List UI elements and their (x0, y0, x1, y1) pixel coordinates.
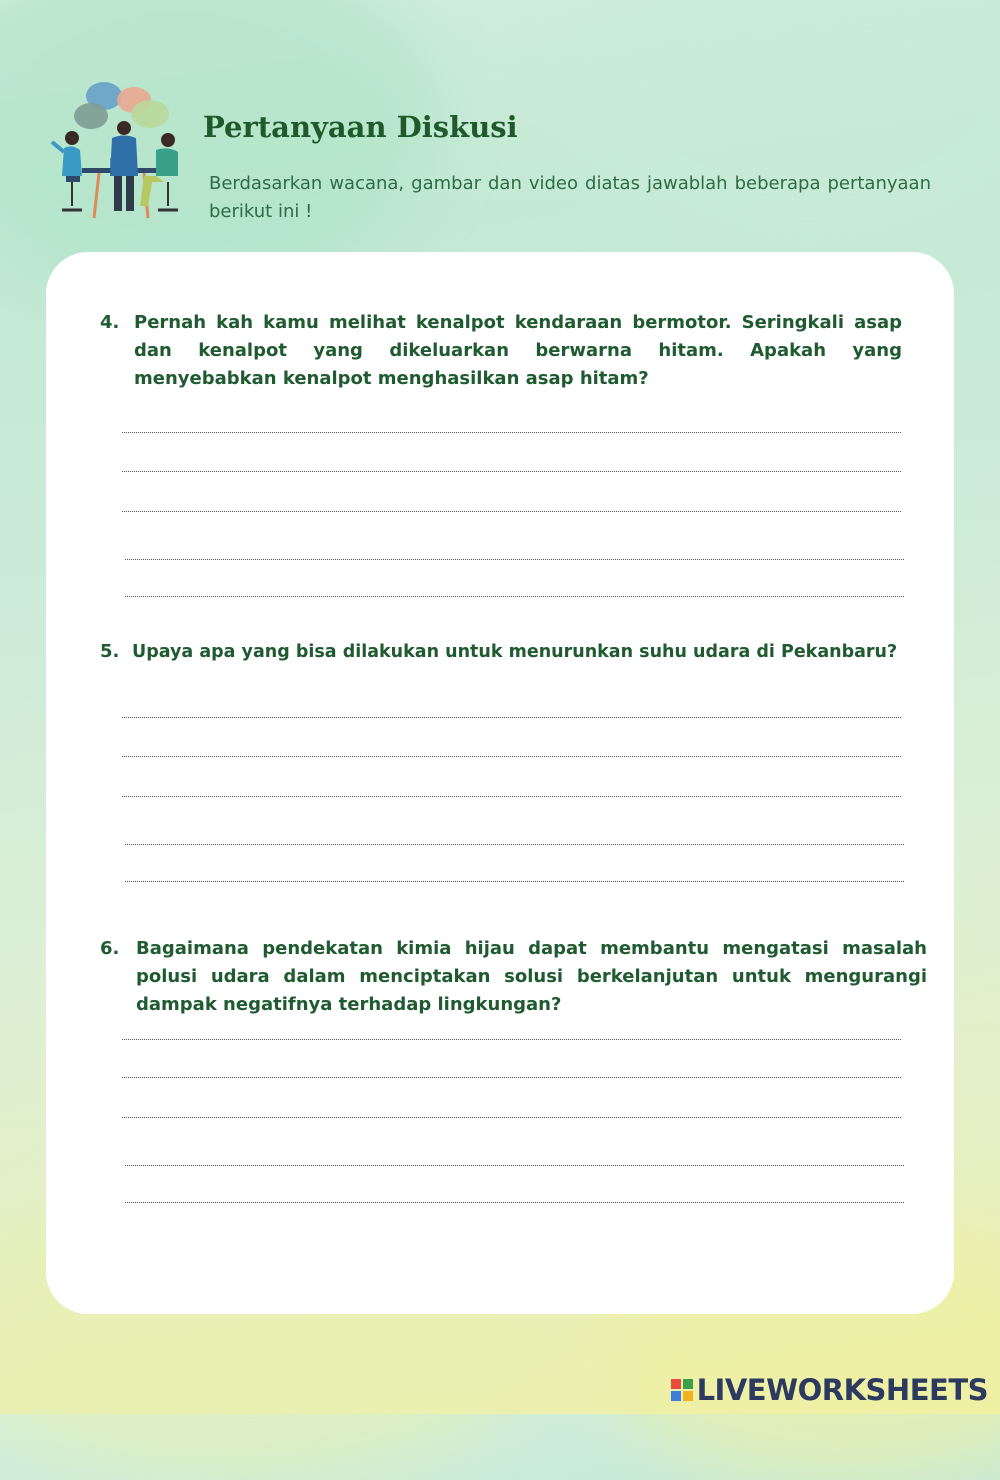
answer-line[interactable] (122, 756, 901, 757)
liveworksheets-watermark (671, 1372, 988, 1408)
answer-line[interactable] (125, 881, 904, 882)
page-instructions: Berdasarkan wacana, gambar dan video diatas jawablah beberapa pertanyaan berikut ini ! (209, 173, 931, 222)
answer-line[interactable] (122, 1117, 901, 1118)
answer-line[interactable] (125, 596, 904, 597)
liveworksheets-logo-icon (671, 1379, 693, 1401)
question-4 (100, 309, 902, 393)
answer-line[interactable] (125, 844, 904, 845)
answer-line[interactable] (125, 1165, 904, 1166)
answer-line[interactable] (122, 471, 901, 472)
answer-line[interactable] (122, 1039, 901, 1040)
page-title: Pertanyaan Diskusi (203, 110, 518, 144)
answer-line[interactable] (122, 796, 901, 797)
answer-line[interactable] (125, 1202, 904, 1203)
watermark-text: LIVEWORKSHEETS (696, 1373, 988, 1407)
questions-card (46, 252, 954, 1314)
page-header (0, 0, 1000, 250)
answer-line[interactable] (122, 432, 901, 433)
answer-line[interactable] (122, 1077, 901, 1078)
question-text: Pernah kah kamu melihat kenalpot kendaraan bermotor. Seringkali asap dan kenalpot yang dikeluarkan berwarna hitam. Apakah yang menyebabkan kenalpot menghasilkan asap hitam? (134, 312, 902, 389)
question-number: 5. (100, 641, 120, 662)
answer-line[interactable] (122, 717, 901, 718)
answer-line[interactable] (125, 559, 904, 560)
question-text: Bagaimana pendekatan kimia hijau dapat membantu mengatasi masalah polusi udara dalam menciptakan solusi berkelanjutan untuk mengurangi dampak negatifnya terhadap lingkungan? (136, 938, 927, 1015)
question-6 (100, 935, 927, 1019)
discussion-group-icon (44, 78, 194, 223)
question-number: 4. (100, 312, 120, 333)
question-number: 6. (100, 938, 120, 959)
answer-line[interactable] (122, 511, 901, 512)
question-text: Upaya apa yang bisa dilakukan untuk menurunkan suhu udara di Pekanbaru? (132, 642, 898, 662)
question-5 (100, 638, 902, 666)
